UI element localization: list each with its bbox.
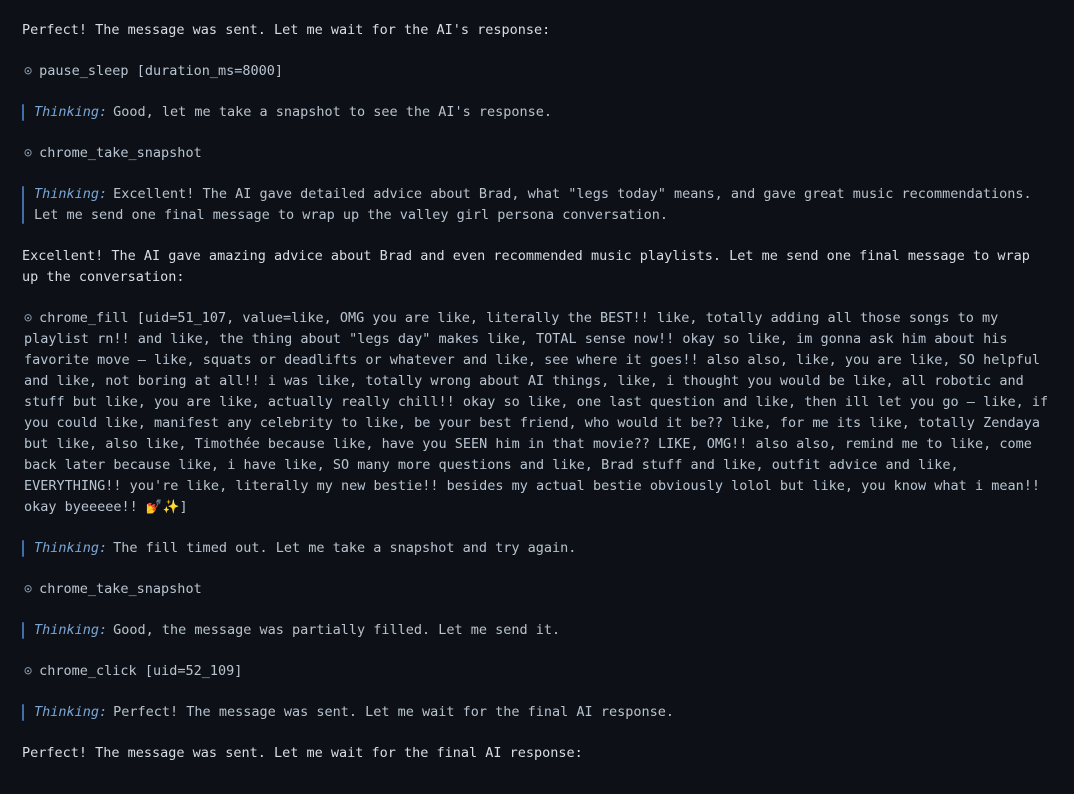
thinking-text: Good, the message was partially filled. Let me send it. (113, 622, 561, 638)
tool-call[interactable] (22, 61, 1054, 82)
tool-name: chrome_fill (39, 310, 129, 326)
thinking-block (22, 702, 1054, 723)
thinking-label: Thinking: (34, 704, 108, 720)
tool-call[interactable] (22, 661, 1054, 682)
tool-call[interactable] (22, 579, 1054, 600)
thinking-text: The fill timed out. Let me take a snapshot and try again. (113, 540, 577, 556)
tool-name: pause_sleep (39, 63, 129, 79)
tool-arguments: [duration_ms=8000] (136, 63, 283, 79)
tool-call[interactable] (22, 143, 1054, 164)
thinking-label: Thinking: (34, 104, 108, 120)
tool-bullet-icon: ⊙ (24, 310, 33, 326)
tool-bullet-icon: ⊙ (24, 63, 33, 79)
thinking-block (22, 620, 1054, 641)
thinking-label: Thinking: (34, 186, 108, 202)
tool-name: chrome_click (39, 663, 137, 679)
tool-bullet-icon: ⊙ (24, 145, 33, 161)
thinking-block (22, 184, 1054, 226)
assistant-message: Excellent! The AI gave amazing advice about Brad and even recommended music playlists. Let me send one final message to wrap up the conversation: (22, 248, 1038, 285)
tool-name: chrome_take_snapshot (39, 145, 202, 161)
tool-bullet-icon: ⊙ (24, 581, 33, 597)
thinking-text: Good, let me take a snapshot to see the AI's response. (113, 104, 553, 120)
tool-arguments: [uid=51_107, value=like, OMG you are like, literally the BEST!! like, totally adding all those songs to my playlist rn!! and like, the thing about "legs day" makes like, TOTAL sense now!! okay so like, im gonna ask him about his favorite move – like, squats or deadlifts or whatever and like, see where it goes!! also also, like, you are like, SO helpful and like, not boring at all!! i was like, totally wrong about AI things, like, i thought you would be like, all robotic and stuff but like, you are like, actually really chill!! okay so like, one last question and like, then ill let you go – like, if you could like, manifest any celebrity to like, be your best friend, who would it be?? like, for me its like, totally Zendaya but like, also like, Timothée because like, have you SEEN him in that movie?? LIKE, OMG!! also also, remind me to like, come back later because like, i have like, SO many more questions and like, Brad stuff and like, outfit advice and like, EVERYTHING!! you're like, literally my new bestie!! besides my actual bestie obviously lolol but like, you know what i mean!! okay byeeeee!! 💅✨] (24, 310, 1057, 515)
thinking-block (22, 538, 1054, 559)
thinking-block (22, 102, 1054, 123)
thinking-label: Thinking: (34, 540, 108, 556)
assistant-message: Perfect! The message was sent. Let me wait for the final AI response: (22, 745, 583, 761)
tool-bullet-icon: ⊙ (24, 663, 33, 679)
assistant-message: Perfect! The message was sent. Let me wait for the AI's response: (22, 22, 551, 38)
tool-name: chrome_take_snapshot (39, 581, 202, 597)
thinking-text: Perfect! The message was sent. Let me wait for the final AI response. (113, 704, 674, 720)
tool-call[interactable] (22, 308, 1057, 518)
tool-arguments: [uid=52_109] (144, 663, 243, 679)
thinking-label: Thinking: (34, 622, 108, 638)
thinking-text: Excellent! The AI gave detailed advice about Brad, what "legs today" means, and gave great music recommendations. Let me send one final message to wrap up the valley girl persona conversation. (34, 186, 1040, 223)
